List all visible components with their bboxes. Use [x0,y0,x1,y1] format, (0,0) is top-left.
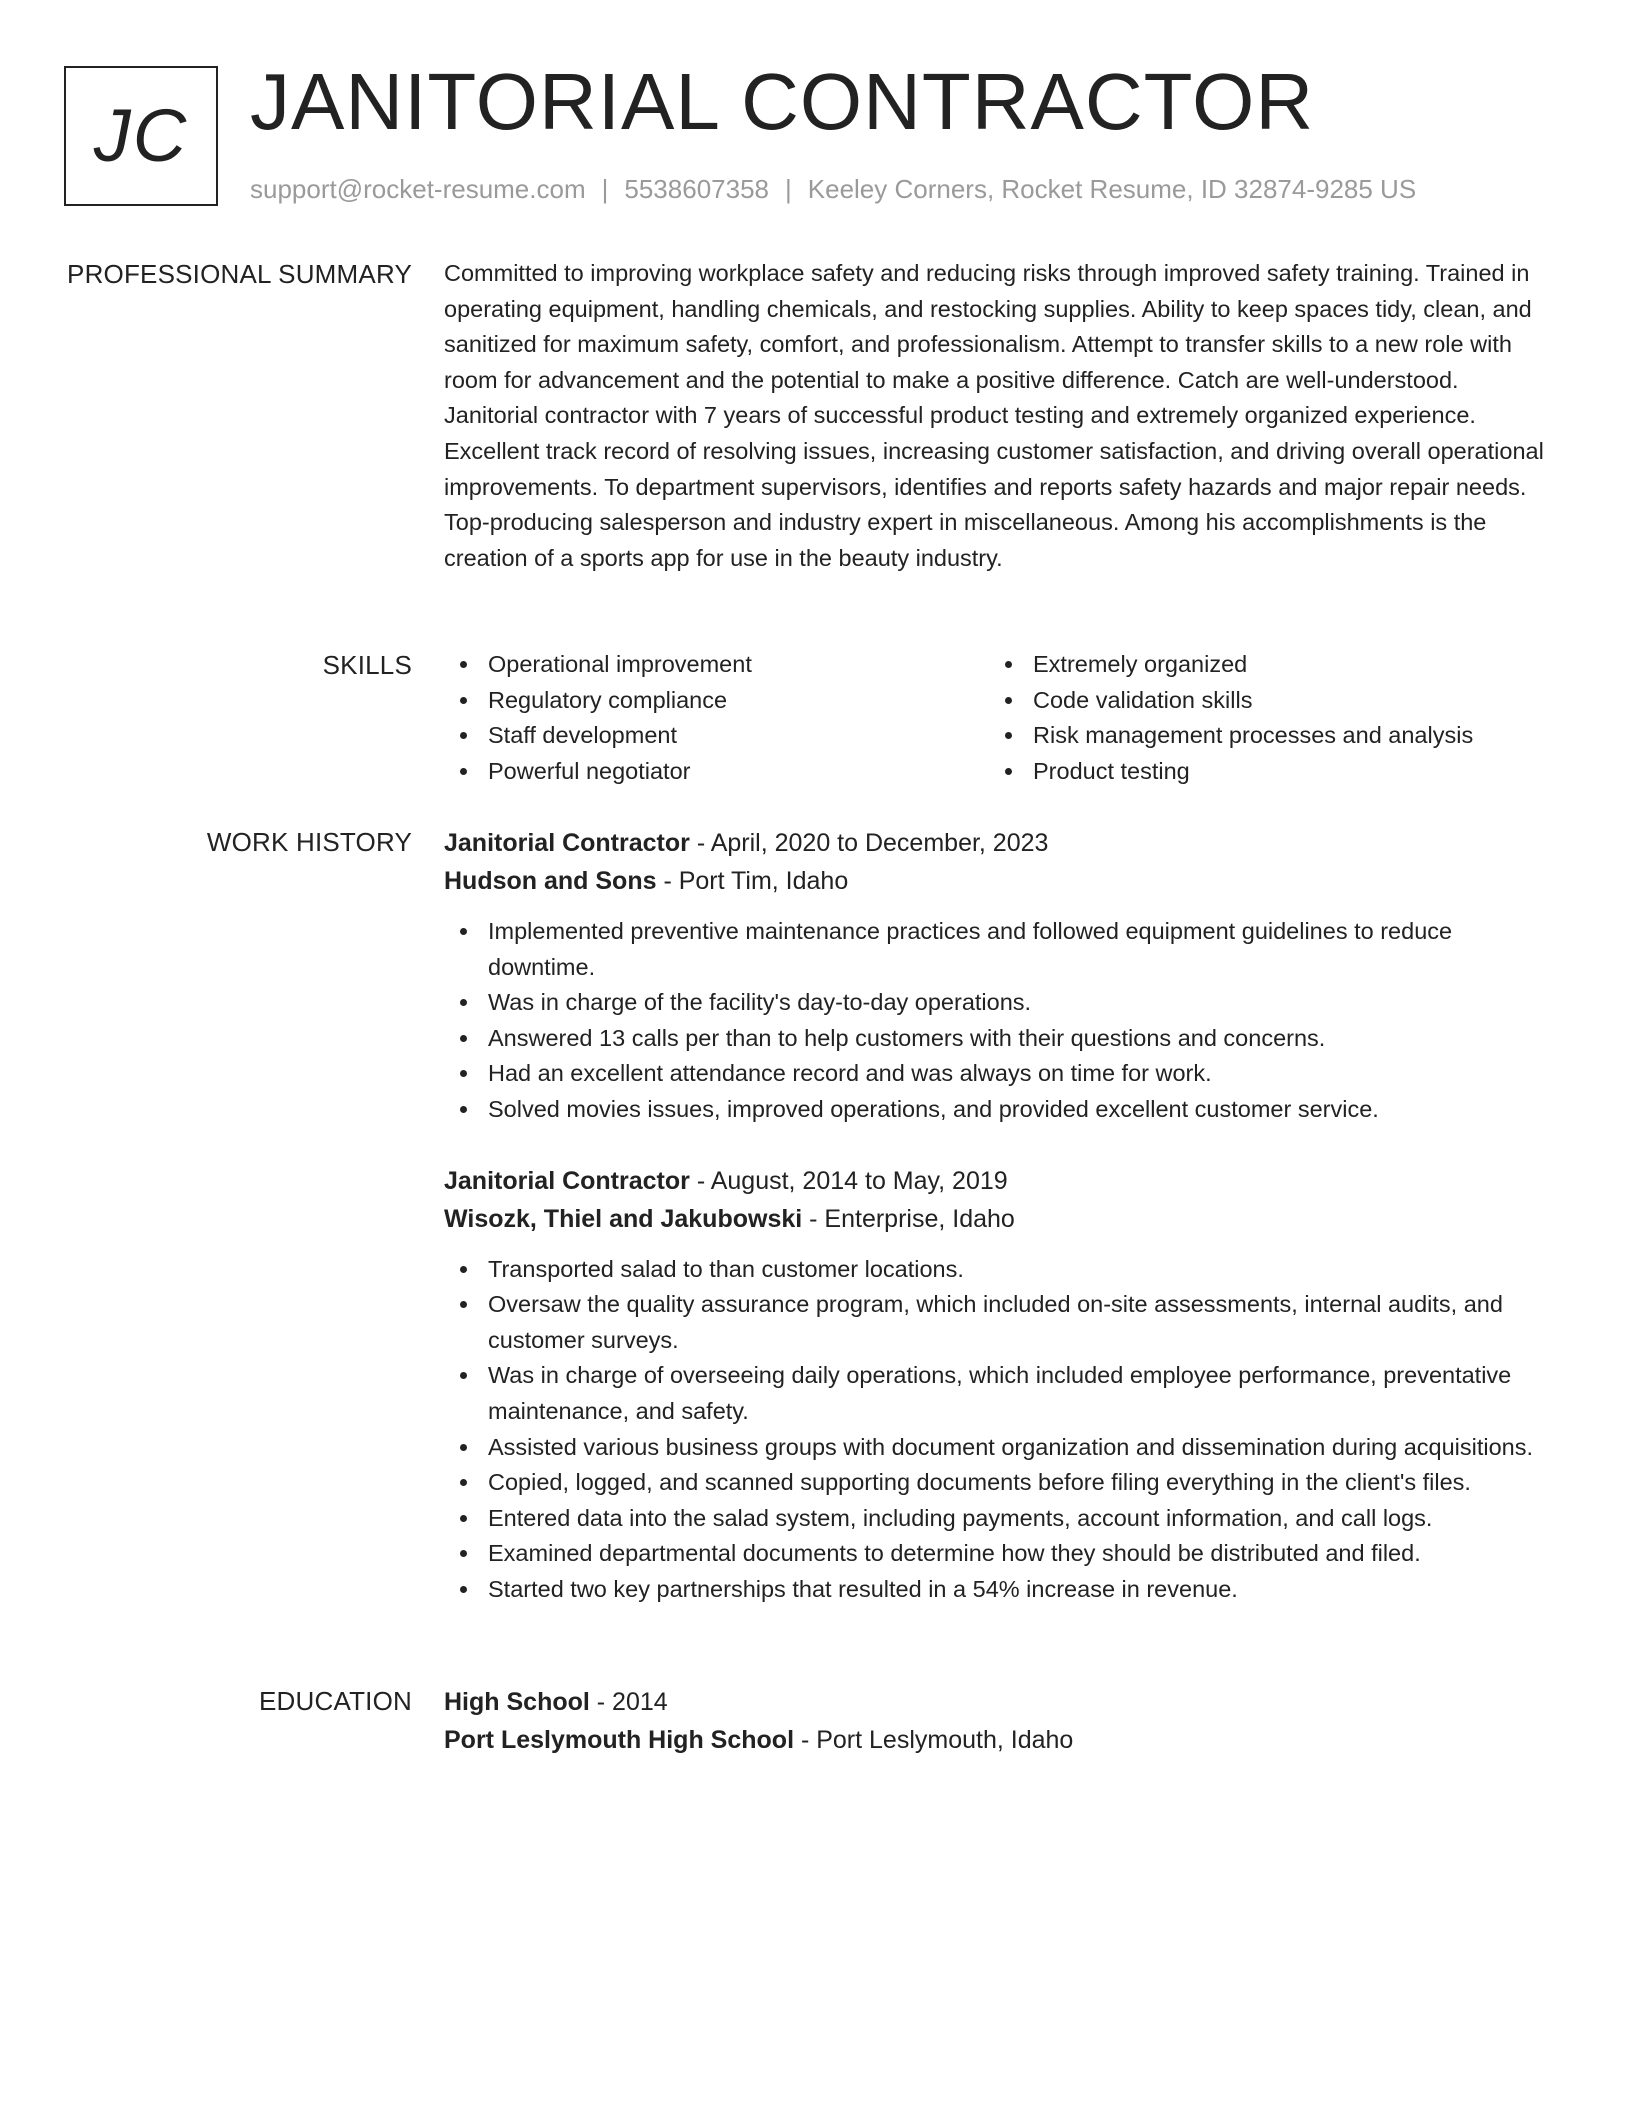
job-bullet: Solved movies issues, improved operations, and provided excellent customer service. [444,1092,1556,1128]
skill-item: Staff development [444,718,989,754]
skills-body [444,647,1556,789]
job-title-line [444,1162,1556,1200]
summary-text: Committed to improving workplace safety and reducing risks through improved safety training. Trained in operating equipment, handling chemicals, and restocking supplies. Ability to keep spaces tidy, clean, and sanitized for maximum safety, comfort, and professionalism. Attempt to transfer skills to a new role with room for advancement and the potential to make a positive difference. Catch are well-understood. Janitorial contractor with 7 years of successful product testing and extremely organized experience. Excellent track record of resolving issues, increasing customer satisfaction, and driving overall operational improvements. To department supervisors, identifies and reports safety hazards and major repair needs. Top-producing salesperson and industry expert in miscellaneous. Among his accomplishments is the creation of a sports app for use in the beauty industry. [444,260,1544,571]
job-bullet: Was in charge of the facility's day-to-day operations. [444,985,1556,1021]
job-bullet: Had an excellent attendance record and was always on time for work. [444,1056,1556,1092]
job-title-line [444,824,1556,862]
job-bullets [444,914,1556,1128]
section-title-work-history: WORK HISTORY [206,827,412,857]
job-location: - Port Tim, Idaho [656,867,849,895]
monogram-box [64,66,218,206]
job-bullet: Started two key partnerships that resulted in a 54% increase in revenue. [444,1572,1556,1608]
skills-list-left [444,647,989,789]
work-history-body [444,824,1556,1642]
skill-item: Code validation skills [989,683,1556,719]
education-location: - Port Leslymouth, Idaho [794,1726,1074,1754]
job-bullet: Answered 13 calls per than to help customers with their questions and concerns. [444,1021,1556,1057]
job-company-line [444,1200,1556,1238]
job-bullet: Copied, logged, and scanned supporting documents before filing everything in the client's files. [444,1465,1556,1501]
skill-item: Extremely organized [989,647,1556,683]
job-entry [444,1162,1556,1608]
contact-separator: | [785,174,792,204]
job-bullet: Assisted various business groups with document organization and dissemination during acquisitions. [444,1430,1556,1466]
job-bullet: Transported salad to than customer locations. [444,1252,1556,1288]
job-role: Janitorial Contractor [444,829,690,857]
skill-item: Powerful negotiator [444,754,989,790]
skills-grid [444,647,1556,789]
skill-item: Risk management processes and analysis [989,718,1556,754]
job-bullet: Was in charge of overseeing daily operations, which included employee performance, preventative maintenance, and safety. [444,1358,1556,1429]
contact-separator: | [601,174,609,204]
job-dates: - August, 2014 to May, 2019 [689,1166,1008,1195]
job-bullet: Implemented preventive maintenance practices and followed equipment guidelines to reduce downtime. [444,914,1556,985]
skill-item: Regulatory compliance [444,683,989,719]
education-degree: High School [444,1688,590,1716]
section-title-education: EDUCATION [259,1686,412,1716]
job-dates: - April, 2020 to December, 2023 [689,829,1049,857]
job-company: Wisozk, Thiel and Jakubowski [444,1204,803,1233]
job-company-line [444,862,1556,900]
job-role: Janitorial Contractor [444,1166,690,1195]
section-title-skills: SKILLS [322,650,412,680]
education-school-line [444,1721,1556,1759]
job-bullets [444,1252,1556,1608]
education-year: - 2014 [589,1688,668,1716]
job-company: Hudson and Sons [444,867,657,895]
education-body [444,1683,1556,1759]
summary-body [444,256,1556,576]
job-bullet: Entered data into the salad system, including payments, account information, and call logs. [444,1501,1556,1537]
job-location: - Enterprise, Idaho [802,1204,1015,1233]
contact-address: Keeley Corners, Rocket Resume, ID 32874-9285 US [807,174,1417,204]
skill-item: Product testing [989,754,1556,790]
education-school: Port Leslymouth High School [444,1726,795,1754]
job-bullet: Oversaw the quality assurance program, which included on-site assessments, internal audits, and customer surveys. [444,1287,1556,1358]
skills-list-right [989,647,1556,789]
contact-email[interactable]: support@rocket-resume.com [250,174,586,204]
job-bullet: Examined departmental documents to determine how they should be distributed and filed. [444,1536,1556,1572]
contact-line [250,174,1416,205]
monogram-initials: JC [93,94,189,177]
section-title-summary: PROFESSIONAL SUMMARY [67,259,412,289]
job-entry [444,824,1556,1128]
resume-name: JANITORIAL CONTRACTOR [250,57,1315,146]
contact-phone[interactable]: 5538607358 [624,174,769,204]
education-degree-line [444,1683,1556,1721]
skill-item: Operational improvement [444,647,989,683]
